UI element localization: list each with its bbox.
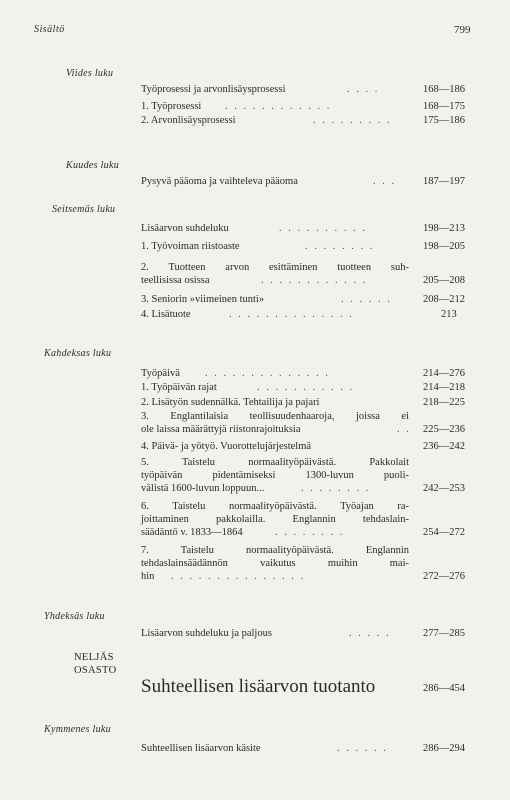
page-range: 208—212 <box>423 294 465 305</box>
page-range: 214—218 <box>423 382 465 393</box>
toc-title: 4. Lisätuote <box>141 309 191 320</box>
page-header-section: Sisältö <box>34 24 65 35</box>
page-range: 254—272 <box>423 527 465 538</box>
toc-entry[interactable] <box>141 308 475 321</box>
toc-title: 1. Työpäivän rajat <box>141 382 217 393</box>
toc-title-cont: työpäivän pidentämiseksi 1300-luvun puoli- <box>141 470 409 481</box>
leader-dots: . . <box>397 424 411 435</box>
leader-dots: . . . . . . . . <box>301 483 371 494</box>
toc-entry[interactable] <box>141 240 475 253</box>
page-range: 225—236 <box>423 424 465 435</box>
toc-title-cont: tehdaslainsäädännön vaikutus muihin mai- <box>141 558 409 569</box>
toc-entry[interactable] <box>141 627 475 640</box>
page-range: 175—186 <box>423 115 465 126</box>
leader-dots: . . . . <box>347 84 380 95</box>
toc-entry[interactable] <box>141 544 475 583</box>
toc-entry[interactable] <box>141 293 475 306</box>
toc-title: 2. Tuotteen arvon esittäminen tuotteen suh- <box>141 262 409 273</box>
page-range: 198—213 <box>423 223 465 234</box>
toc-entry[interactable] <box>141 410 475 436</box>
toc-title: Suhteellisen lisäarvon käsite <box>141 743 261 754</box>
toc-title-cont: ole laissa määrättyjä riistonrajoituksia <box>141 424 301 435</box>
toc-title: 3. Englantilaisia teollisuudenhaaroja, joissa ei <box>141 411 409 422</box>
page-range: 168—186 <box>423 84 465 95</box>
toc-title: Työprosessi ja arvonlisäysprosessi <box>141 84 286 95</box>
toc-title: 1. Työvoiman riistoaste <box>141 241 240 252</box>
toc-title: Työpäivä <box>141 368 180 379</box>
page-range: 272—276 <box>423 571 465 582</box>
chapter-label: Kymmenes luku <box>44 724 111 735</box>
chapter-label: Kuudes luku <box>66 160 120 171</box>
leader-dots: . . . . . . <box>337 743 388 754</box>
toc-title: 2. Lisätyön sudennälkä. Tehtailija ja pajari <box>141 397 320 408</box>
page-range: 187—197 <box>423 176 465 187</box>
leader-dots: . . . . . . . . . . . . <box>261 275 368 286</box>
leader-dots: . . . . . . . . . . . . . . . <box>171 571 306 582</box>
part-label-line2: OSASTO <box>74 665 117 676</box>
toc-title-cont: joittaminen pakkolailla. Englannin tehdaslain- <box>141 514 409 525</box>
toc-title: 3. Seniorin »viimeinen tunti» <box>141 294 265 305</box>
toc-title: Pysyvä pääoma ja vaihteleva pääoma <box>141 176 298 187</box>
page-number: 799 <box>454 24 471 36</box>
page-range: 286—294 <box>423 743 465 754</box>
page-range: 198—205 <box>423 241 465 252</box>
toc-entry[interactable] <box>141 222 475 235</box>
leader-dots: . . . <box>373 176 397 187</box>
chapter-label: Seitsemäs luku <box>52 204 116 215</box>
page-range: 236—242 <box>423 441 465 452</box>
toc-entry[interactable] <box>141 175 475 188</box>
toc-entry[interactable] <box>141 742 475 755</box>
toc-title-cont: hin <box>141 571 155 582</box>
toc-title: Lisäarvon suhdeluku <box>141 223 229 234</box>
toc-title: Lisäarvon suhdeluku ja paljous <box>141 628 272 639</box>
leader-dots: . . . . . . . . . . . . <box>225 101 332 112</box>
toc-title-cont: välistä 1600-luvun loppuun... <box>141 483 265 494</box>
part-page-range: 286—454 <box>423 683 465 694</box>
page-range: 242—253 <box>423 483 465 494</box>
leader-dots: . . . . . . . . . . . <box>257 382 355 393</box>
toc-title-cont: teellisissa osissa <box>141 275 210 286</box>
toc-entry[interactable] <box>141 83 475 96</box>
leader-dots: . . . . . . <box>341 294 392 305</box>
toc-entry[interactable] <box>141 367 475 380</box>
toc-entry[interactable] <box>141 500 475 539</box>
leader-dots: . . . . . . . . . . <box>279 223 367 234</box>
part-label-line1: NELJÄS <box>74 652 114 663</box>
leader-dots: . . . . . . . . . <box>313 115 392 126</box>
chapter-label: Kahdeksas luku <box>44 348 112 359</box>
chapter-label: Yhdeksäs luku <box>44 611 105 622</box>
page-range: 277—285 <box>423 628 465 639</box>
page-range: 205—208 <box>423 275 465 286</box>
toc-title: 7. Taistelu normaalityöpäivästä. Englannin <box>141 545 409 556</box>
page-range: 218—225 <box>423 397 465 408</box>
leader-dots: . . . . . . . . <box>305 241 375 252</box>
toc-entry[interactable] <box>141 456 475 495</box>
toc-entry[interactable] <box>141 440 475 453</box>
toc-title: 6. Taistelu normaalityöpäivästä. Työajan ra- <box>141 501 409 512</box>
toc-entry[interactable] <box>141 100 475 113</box>
page-range: 168—175 <box>423 101 465 112</box>
leader-dots: . . . . . . . . . . . . . . <box>229 309 354 320</box>
toc-title: 1. Työprosessi <box>141 101 202 112</box>
leader-dots: . . . . . . . . . . . . . . <box>205 368 330 379</box>
toc-entry[interactable] <box>141 396 475 409</box>
toc-entry[interactable] <box>141 261 475 287</box>
toc-entry[interactable] <box>141 114 475 127</box>
toc-title: 2. Arvonlisäysprosessi <box>141 115 236 126</box>
page-range: 214—276 <box>423 368 465 379</box>
leader-dots: . . . . . <box>349 628 391 639</box>
toc-title: 5. Taistelu normaalityöpäivästä. Pakkolait <box>141 457 409 468</box>
chapter-label: Viides luku <box>66 68 114 79</box>
toc-title-cont: säädäntö v. 1833—1864 <box>141 527 243 538</box>
leader-dots: . . . . . . . . <box>275 527 345 538</box>
part-title: Suhteellisen lisäarvon tuotanto <box>141 676 376 697</box>
toc-entry[interactable] <box>141 381 475 394</box>
toc-title: 4. Päivä- ja yötyö. Vuorottelujärjestelmä <box>141 441 312 452</box>
page-range: 213 <box>441 309 457 320</box>
